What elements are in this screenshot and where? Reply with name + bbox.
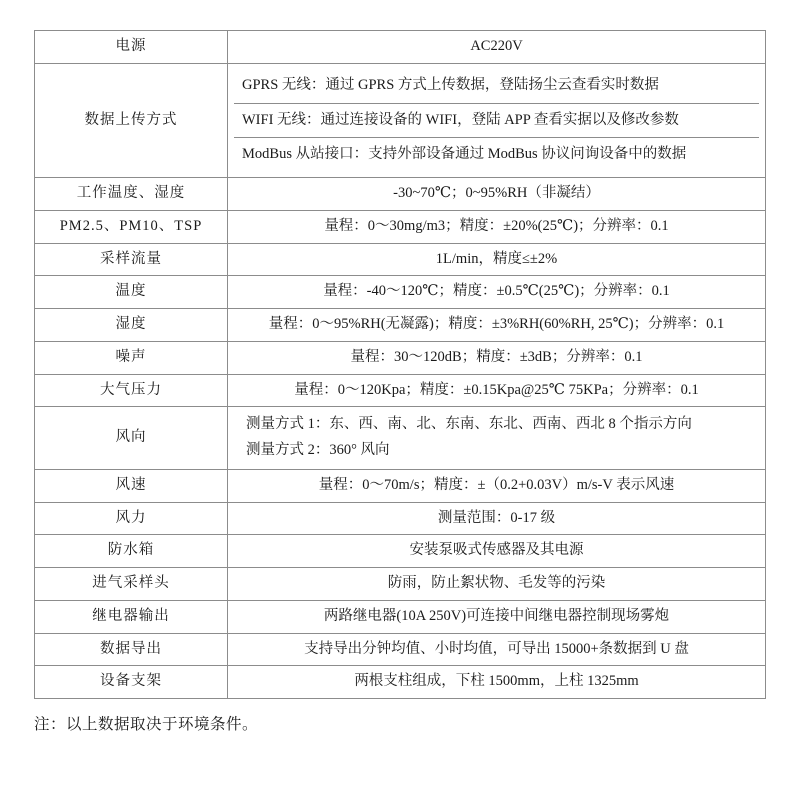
row-value: 量程：0～70m/s；精度：±（0.2+0.03V）m/s-V 表示风速 bbox=[228, 469, 766, 502]
table-row bbox=[35, 210, 766, 243]
row-value: -30~70℃；0~95%RH（非凝结） bbox=[228, 178, 766, 211]
table-row bbox=[35, 535, 766, 568]
row-label: 风力 bbox=[35, 502, 228, 535]
value-line: 测量方式 2：360° 风向 bbox=[246, 442, 390, 458]
table-row bbox=[35, 666, 766, 699]
sub-row: GPRS 无线：通过 GPRS 方式上传数据，登陆扬尘云查看实时数据 bbox=[242, 76, 659, 93]
row-label: 防水箱 bbox=[35, 535, 228, 568]
row-value: 安装泵吸式传感器及其电源 bbox=[228, 535, 766, 568]
table-row bbox=[35, 341, 766, 374]
table-row bbox=[35, 31, 766, 64]
row-label: 工作温度、湿度 bbox=[35, 178, 228, 211]
row-value: 测量范围：0-17 级 bbox=[228, 502, 766, 535]
row-value: 量程：0～120Kpa；精度：±0.15Kpa@25℃ 75KPa；分辨率：0.1 bbox=[228, 374, 766, 407]
row-value: 1L/min，精度≤±2% bbox=[228, 243, 766, 276]
row-value: 量程：30～120dB；精度：±3dB；分辨率：0.1 bbox=[228, 341, 766, 374]
row-value: 量程：0～30mg/m3；精度：±20%(25℃)；分辨率：0.1 bbox=[228, 210, 766, 243]
sub-row: WIFI 无线：通过连接设备的 WIFI，登陆 APP 查看实据以及修改参数 bbox=[234, 103, 759, 138]
row-label: 继电器输出 bbox=[35, 600, 228, 633]
row-label: 数据上传方式 bbox=[35, 63, 228, 177]
table-row bbox=[35, 178, 766, 211]
row-label: PM2.5、PM10、TSP bbox=[35, 210, 228, 243]
table-row bbox=[35, 469, 766, 502]
row-label: 大气压力 bbox=[35, 374, 228, 407]
row-label: 风速 bbox=[35, 469, 228, 502]
table-row bbox=[35, 600, 766, 633]
footnote: 注：以上数据取决于环境条件。 bbox=[34, 716, 259, 733]
row-value: 量程：0～95%RH(无凝露)；精度：±3%RH(60%RH, 25℃)；分辨率：0.1 bbox=[228, 309, 766, 342]
row-label: 风向 bbox=[35, 407, 228, 470]
row-label: 温度 bbox=[35, 276, 228, 309]
row-label: 设备支架 bbox=[35, 666, 228, 699]
row-label: 采样流量 bbox=[35, 243, 228, 276]
sub-row-list bbox=[234, 69, 759, 172]
table-row bbox=[35, 568, 766, 601]
table-row bbox=[35, 63, 766, 177]
row-value-group bbox=[228, 63, 766, 177]
table-row bbox=[35, 407, 766, 470]
table-row bbox=[35, 309, 766, 342]
specification-table bbox=[34, 30, 766, 699]
row-value: 量程：-40～120℃；精度：±0.5℃(25℃)；分辨率：0.1 bbox=[228, 276, 766, 309]
row-value: 支持导出分钟均值、小时均值，可导出 15000+条数据到 U 盘 bbox=[228, 633, 766, 666]
row-label: 数据导出 bbox=[35, 633, 228, 666]
sub-row: ModBus 从站接口：支持外部设备通过 ModBus 协议问询设备中的数据 bbox=[234, 137, 759, 172]
row-value: 两根支柱组成，下柱 1500mm，上柱 1325mm bbox=[228, 666, 766, 699]
row-label: 电源 bbox=[35, 31, 228, 64]
row-label: 噪声 bbox=[35, 341, 228, 374]
row-label: 湿度 bbox=[35, 309, 228, 342]
value-line: 测量方式 1：东、西、南、北、东南、东北、西南、西北 8 个指示方向 bbox=[246, 416, 692, 433]
table-row bbox=[35, 502, 766, 535]
table-row bbox=[35, 276, 766, 309]
row-value-group bbox=[228, 407, 766, 470]
row-label: 进气采样头 bbox=[35, 568, 228, 601]
row-value: 防雨，防止絮状物、毛发等的污染 bbox=[228, 568, 766, 601]
table-row bbox=[35, 374, 766, 407]
table-row bbox=[35, 633, 766, 666]
row-value: AC220V bbox=[228, 31, 766, 64]
row-value: 两路继电器(10A 250V)可连接中间继电器控制现场雾炮 bbox=[228, 600, 766, 633]
table-row bbox=[35, 243, 766, 276]
